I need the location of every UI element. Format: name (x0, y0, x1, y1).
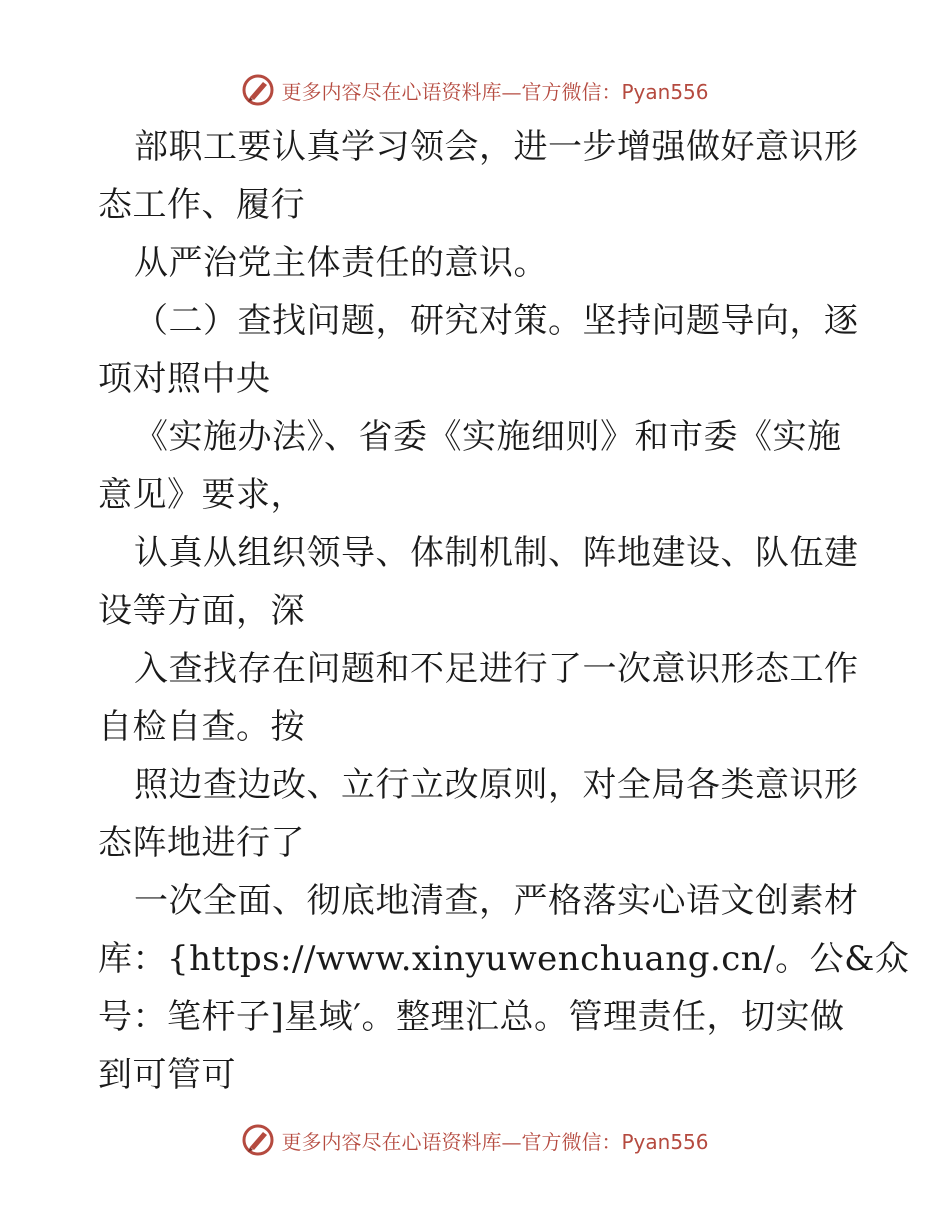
watermark-text: 更多内容尽在心语资料库—官方微信：Pyan556 (281, 79, 709, 104)
text-line: 设等方面，深 (98, 591, 305, 631)
watermark-header (0, 70, 950, 110)
text-line: 《实施办法》、省委《实施细则》和市委《实施 (134, 417, 842, 457)
text-line: 库：{https://www.xinyuwenchuang.cn/。公&众 (98, 939, 910, 979)
watermark-text: 更多内容尽在心语资料库—官方微信：Pyan556 (281, 1129, 709, 1154)
text-line: 自检自查。按 (98, 707, 305, 747)
text-line: （二）查找问题，研究对策。坚持问题导向，逐 (134, 301, 859, 341)
text-line: 态阵地进行了 (98, 823, 305, 863)
text-line: 一次全面、彻底地清查，严格落实心语文创素材 (134, 881, 859, 921)
text-line: 到可管可 (98, 1055, 236, 1095)
watermark-footer (0, 1120, 950, 1160)
text-line: 项对照中央 (98, 359, 271, 399)
text-line: 照边查边改、立行立改原则，对全局各类意识形 (134, 765, 859, 805)
pen-logo-icon (241, 73, 275, 107)
text-line: 入查找存在问题和不足进行了一次意识形态工作 (134, 649, 859, 689)
text-line: 意见》要求， (98, 475, 305, 515)
text-line: 从严治党主体责任的意识。 (134, 243, 548, 283)
text-line: 部职工要认真学习领会，进一步增强做好意识形 (134, 127, 859, 167)
text-line: 号：笔杆子]星域′。整理汇总。管理责任，切实做 (98, 997, 845, 1037)
text-line: 态工作、履行 (98, 185, 305, 225)
document-body (98, 118, 910, 1104)
text-line: 认真从组织领导、体制机制、阵地建设、队伍建 (134, 533, 859, 573)
pen-logo-icon (241, 1123, 275, 1157)
